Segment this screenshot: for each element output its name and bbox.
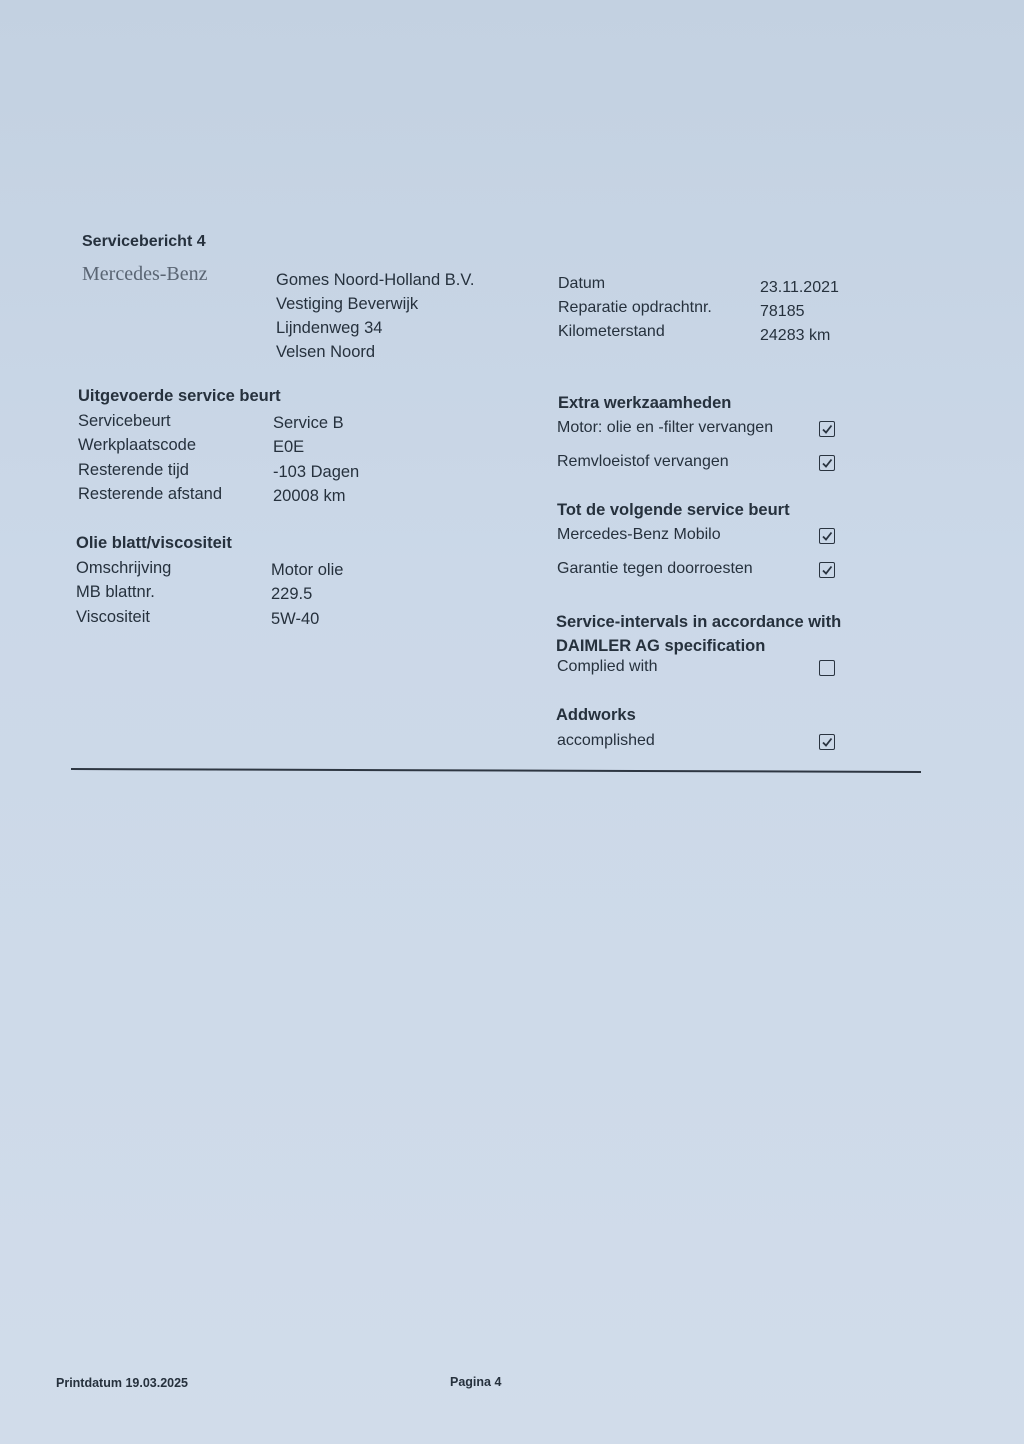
checkbox-checked[interactable] (819, 734, 835, 750)
date-value: 23.11.2021 (760, 279, 839, 296)
service-row-value: -103 Dagen (273, 462, 360, 481)
checkbox-checked[interactable] (819, 562, 835, 578)
intervals-heading-line2: DAIMLER AG specification (556, 637, 766, 655)
extra-item-label: Remvloeistof vervangen (557, 453, 729, 470)
meta-labels (558, 272, 712, 344)
checkbox-unchecked[interactable] (819, 660, 835, 676)
km-label: Kilometerstand (558, 323, 665, 340)
next-heading: Tot de volgende service beurt (557, 501, 790, 519)
meta-values (760, 276, 839, 348)
page-number: Pagina 4 (450, 1375, 502, 1389)
extra-item-brake-fluid (557, 453, 835, 477)
order-label: Reparatie opdrachtnr. (558, 299, 712, 316)
service-row-value: 20008 km (273, 486, 346, 505)
next-item-label: Mercedes-Benz Mobilo (557, 526, 721, 543)
oil-values (271, 558, 343, 631)
dealer-address (276, 268, 474, 364)
checkbox-checked[interactable] (819, 421, 835, 437)
checkmark-icon (821, 736, 833, 748)
next-item-label: Garantie tegen doorroesten (557, 560, 753, 577)
oil-row-label: MB blattnr. (76, 583, 155, 602)
oil-row-value: 229.5 (271, 585, 313, 604)
date-label: Datum (558, 275, 606, 292)
extra-heading: Extra werkzaamheden (558, 394, 732, 412)
order-value: 78185 (760, 303, 805, 320)
service-row-label: Servicebeurt (78, 412, 171, 430)
service-row-label: Werkplaatscode (78, 436, 197, 455)
checkmark-icon (821, 530, 833, 542)
print-date: Printdatum 19.03.2025 (56, 1376, 189, 1390)
extra-item-label: Motor: olie en -filter vervangen (557, 419, 774, 436)
next-item-rust-warranty (557, 560, 835, 584)
oil-heading: Olie blatt/viscositeit (76, 534, 232, 552)
checkbox-checked[interactable] (819, 528, 835, 544)
service-row-value: Service B (273, 414, 344, 432)
dealer-name: Gomes Noord-Holland B.V. (276, 271, 475, 289)
divider-line (71, 768, 921, 773)
oil-row-value: Motor olie (271, 561, 344, 579)
checkbox-checked[interactable] (819, 455, 835, 471)
report-title: Servicebericht 4 (82, 233, 206, 250)
addworks-item-label: accomplished (557, 732, 655, 749)
service-values (273, 411, 359, 508)
brand-logo-text: Mercedes-Benz (82, 263, 208, 285)
extra-item-oil-filter (557, 419, 835, 443)
oil-row-value: 5W-40 (271, 609, 320, 628)
service-row-label: Resterende afstand (78, 484, 223, 503)
km-value: 24283 km (760, 327, 831, 344)
oil-row-label: Viscositeit (76, 607, 150, 626)
intervals-item-label: Complied with (557, 658, 658, 675)
intervals-item-complied (557, 658, 835, 682)
service-row-label: Resterende tijd (78, 460, 189, 479)
oil-row-label: Omschrijving (76, 559, 172, 577)
checkmark-icon (821, 564, 833, 576)
dealer-street: Lijndenweg 34 (276, 319, 383, 337)
addworks-item-accomplished (557, 732, 835, 756)
checkmark-icon (821, 457, 833, 469)
oil-labels (76, 556, 171, 629)
dealer-branch: Vestiging Beverwijk (276, 295, 419, 313)
intervals-heading (556, 610, 841, 658)
checkmark-icon (821, 423, 833, 435)
service-labels (78, 409, 222, 506)
service-row-value: E0E (273, 438, 305, 457)
next-item-mobilo (557, 526, 835, 550)
service-heading: Uitgevoerde service beurt (78, 387, 281, 405)
intervals-heading-line1: Service-intervals in accordance with (556, 613, 842, 631)
dealer-city: Velsen Noord (276, 343, 376, 361)
addworks-heading: Addworks (556, 706, 636, 724)
